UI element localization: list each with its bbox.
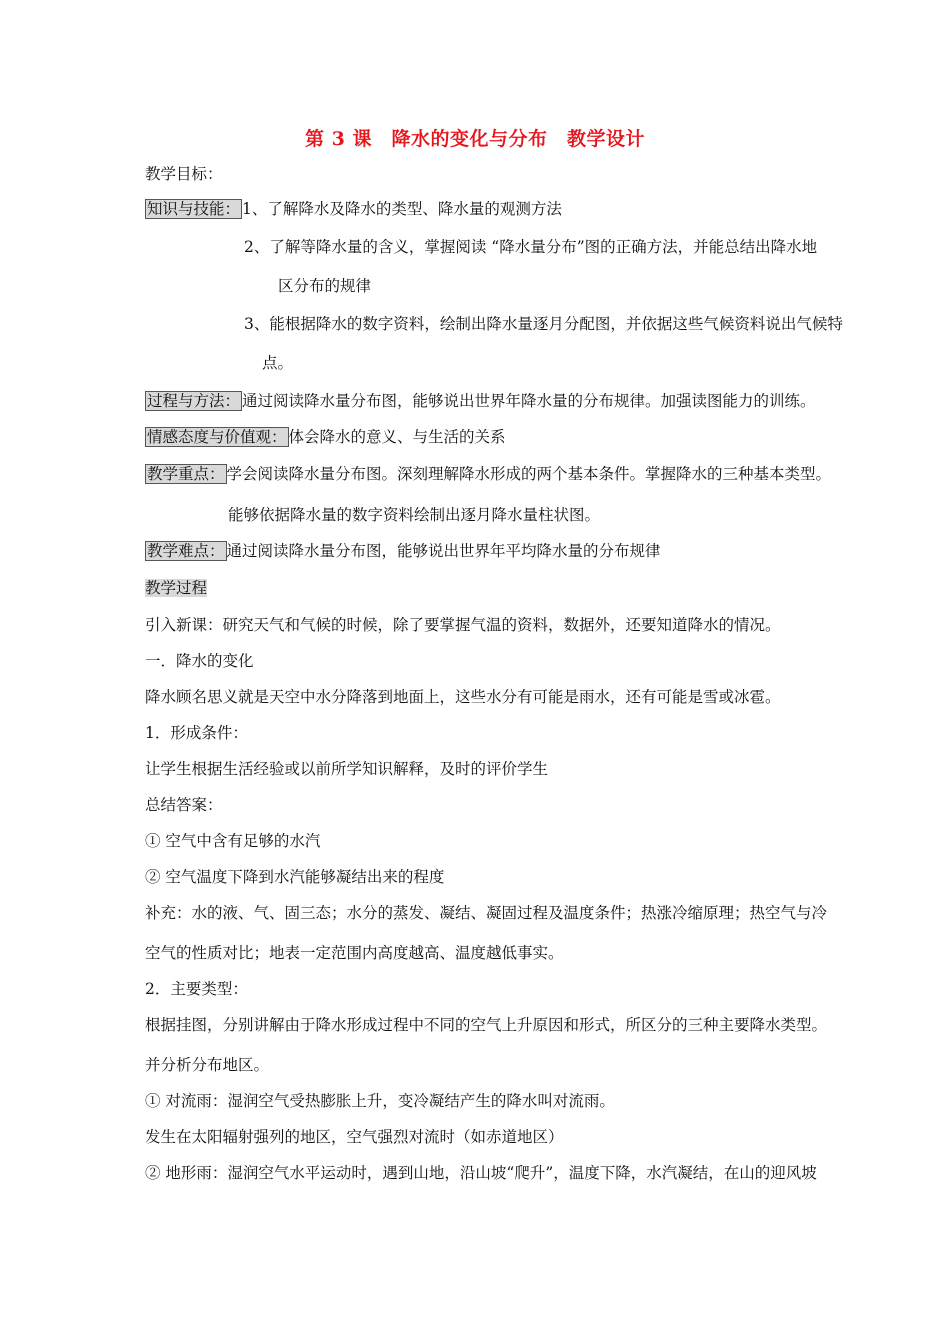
orographic-line-1: ② 地形雨：湿润空气水平运动时，遇到山地，沿山坡“爬升”，温度下降，水汽凝结，在山的迎风坡 (145, 1164, 817, 1182)
supplement-line-1: 补充：水的液、气、固三态；水分的蒸发、凝结、凝固过程及温度条件；热涨冷缩原理；热空气与冷 (145, 904, 828, 922)
conditions-method: 让学生根据生活经验或以前所学知识解释，及时的评价学生 (145, 760, 549, 778)
condition-1: ① 空气中含有足够的水汽 (145, 832, 321, 850)
intro-line: 引入新课：研究天气和气候的时候，除了要掌握气温的资料，数据外，还要知道降水的情况。 (145, 616, 781, 634)
conditions-heading: 1．形成条件： (145, 724, 248, 742)
emotion-row (145, 426, 506, 448)
knowledge-item-3-line-2: 点。 (262, 354, 294, 372)
page-title: 第 3 课 降水的变化与分布 教学设计 (305, 128, 645, 150)
definition-line: 降水顾名思义就是天空中水分降落到地面上，这些水分有可能是雨水，还有可能是雪或冰雹。 (145, 688, 781, 706)
knowledge-item-1: 1、了解降水及降水的类型、降水量的观测方法 (242, 200, 562, 218)
summary-heading: 总结答案： (145, 796, 223, 814)
key-points-tag: 教学重点： (147, 465, 225, 483)
knowledge-item-2-line-2: 区分布的规律 (278, 277, 372, 295)
process-tag: 过程与方法： (147, 392, 241, 410)
process-text: 通过阅读降水量分布图，能够说出世界年降水量的分布规律。加强读图能力的训练。 (242, 392, 816, 410)
objectives-heading: 教学目标： (145, 165, 223, 183)
process-row (145, 390, 816, 412)
condition-2: ② 空气温度下降到水汽能够凝结出来的程度 (145, 868, 445, 886)
convection-line-2: 发生在太阳辐射强列的地区，空气强烈对流时（如赤道地区） (145, 1128, 564, 1146)
key-points-line-2: 能够依据降水量的数字资料绘制出逐月降水量柱状图。 (228, 506, 601, 524)
section-heading: 一．降水的变化 (145, 652, 254, 670)
emotion-text: 体会降水的意义、与生活的关系 (288, 428, 506, 446)
knowledge-item-2-line-1: 2、了解等降水量的含义，掌握阅读 “降水量分布”图的正确方法，并能总结出降水地 (244, 238, 818, 256)
key-points-row (145, 463, 831, 485)
difficulty-row (145, 540, 661, 562)
knowledge-tag: 知识与技能： (147, 200, 241, 218)
supplement-line-2: 空气的性质对比；地表一定范围内高度越高、温度越低事实。 (145, 944, 564, 962)
types-line-1: 根据挂图，分别讲解由于降水形成过程中不同的空气上升原因和形式，所区分的三种主要降水类型。 (145, 1016, 828, 1034)
process-heading-text: 教学过程 (145, 579, 208, 597)
difficulty-text: 通过阅读降水量分布图，能够说出世界年平均降水量的分布规律 (226, 542, 661, 560)
types-line-2: 并分析分布地区。 (145, 1056, 270, 1074)
types-heading: 2．主要类型： (145, 980, 248, 998)
knowledge-item-3-line-1: 3、能根据降水的数字资料，绘制出降水量逐月分配图，并依据这些气候资料说出气候特 (244, 315, 843, 333)
knowledge-row (145, 198, 562, 220)
process-heading (145, 577, 207, 599)
emotion-tag: 情感态度与价值观： (147, 428, 287, 446)
convection-line-1: ① 对流雨：湿润空气受热膨胀上升，变冷凝结产生的降水叫对流雨。 (145, 1092, 615, 1110)
key-points-line-1: 学会阅读降水量分布图。深刻理解降水形成的两个基本条件。掌握降水的三种基本类型。 (226, 465, 832, 483)
difficulty-tag: 教学难点： (147, 542, 225, 560)
